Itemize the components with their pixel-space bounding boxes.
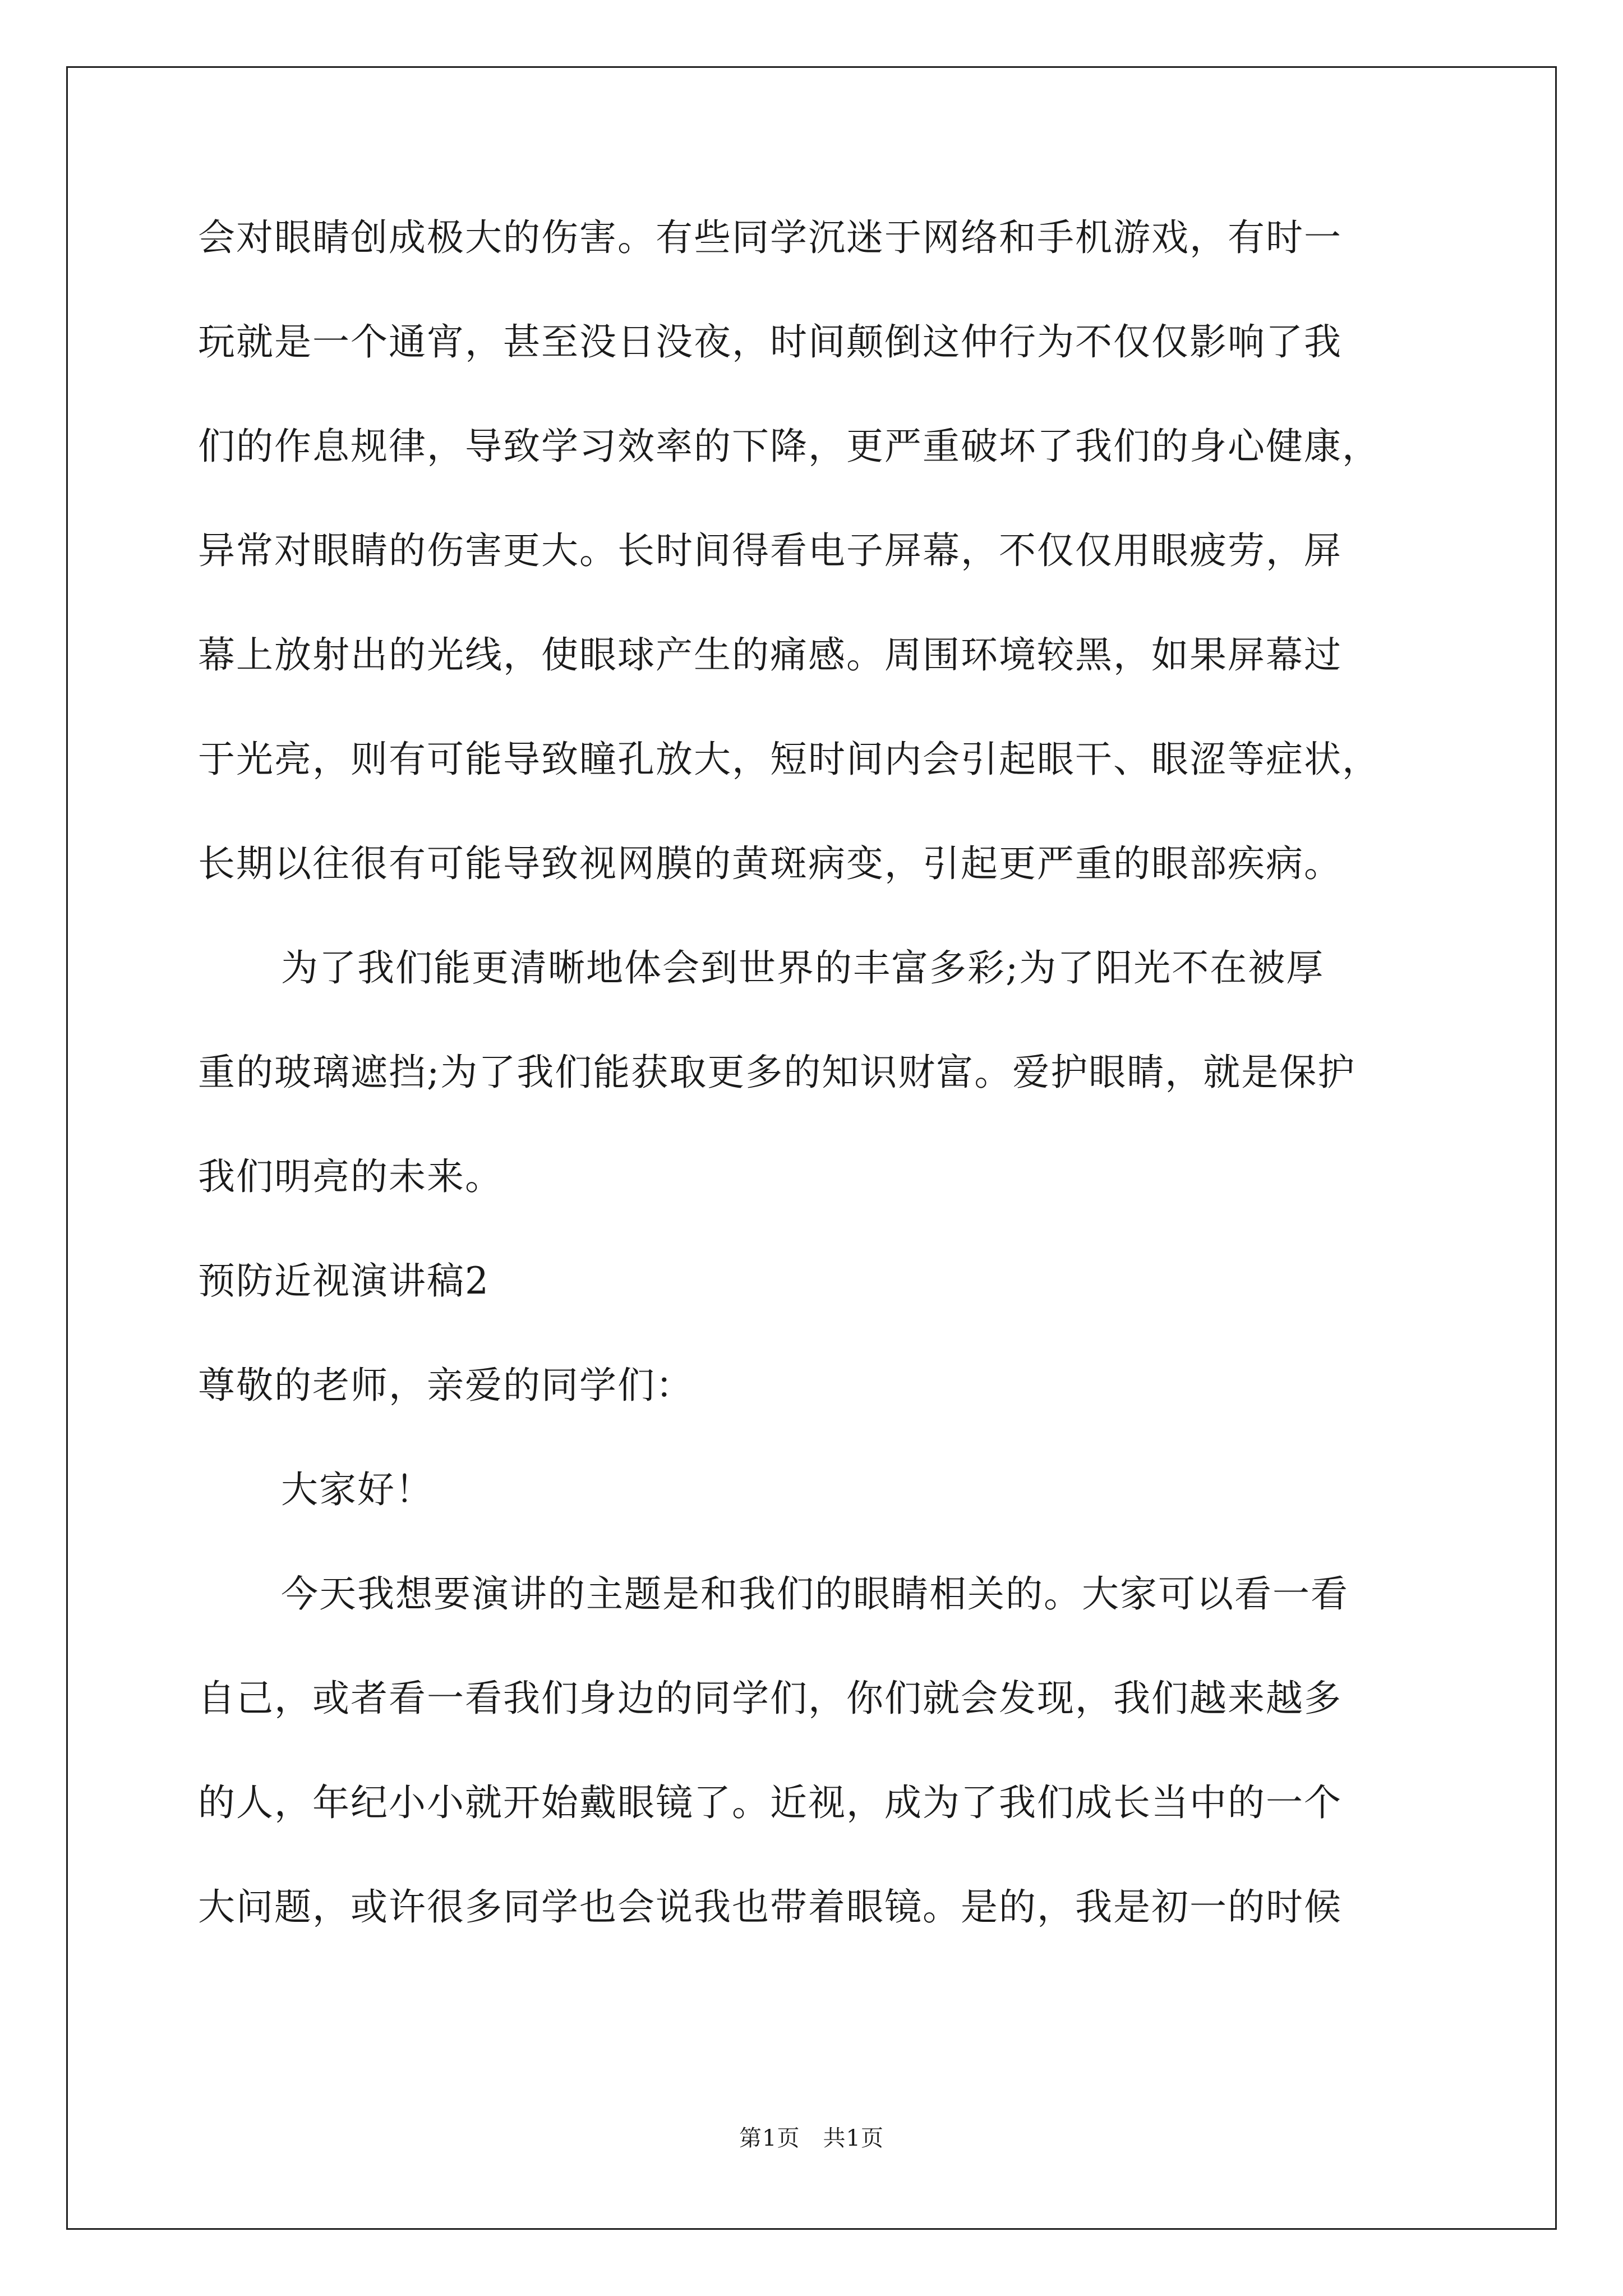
body-line: 幕上放射出的光线，使眼球产生的痛感。周围环境较黑，如果屏幕过 bbox=[198, 633, 1342, 677]
body-line: 于光亮，则有可能导致瞳孔放大，短时间内会引起眼干、眼涩等症状， bbox=[198, 738, 1380, 781]
body-line: 异常对眼睛的伤害更大。长时间得看电子屏幕，不仅仅用眼疲劳，屏 bbox=[198, 529, 1342, 572]
body-line: 长期以往很有可能导致视网膜的黄斑病变，引起更严重的眼部疾病。 bbox=[198, 842, 1342, 885]
page-footer: 第1页 共1页 bbox=[739, 2125, 884, 2151]
section-title: 预防近视演讲稿2 bbox=[198, 1259, 490, 1303]
body-line: 们的作息规律，导致学习效率的下降，更严重破坏了我们的身心健康， bbox=[198, 425, 1380, 468]
body-line: 大问题，或许很多同学也会说我也带着眼镜。是的，我是初一的时候 bbox=[198, 1885, 1342, 1929]
paragraph-start-line: 为了我们能更清晰地体会到世界的丰富多彩;为了阳光不在被厚 bbox=[281, 946, 1325, 990]
body-line: 重的玻璃遮挡;为了我们能获取更多的知识财富。爱护眼睛，就是保护 bbox=[198, 1051, 1356, 1094]
greeting: 大家好！ bbox=[281, 1468, 434, 1511]
paragraph-start-line: 今天我想要演讲的主题是和我们的眼睛相关的。大家可以看一看 bbox=[281, 1572, 1349, 1616]
salutation: 尊敬的老师，亲爱的同学们： bbox=[198, 1364, 694, 1407]
body-line: 自己，或者看一看我们身边的同学们，你们就会发现，我们越来越多 bbox=[198, 1677, 1342, 1720]
body-line: 我们明亮的未来。 bbox=[198, 1155, 503, 1198]
body-line: 玩就是一个通宵，甚至没日没夜，时间颠倒这仲行为不仅仅影响了我 bbox=[198, 320, 1342, 364]
body-line: 的人，年纪小小就开始戴眼镜了。近视，成为了我们成长当中的一个 bbox=[198, 1781, 1342, 1824]
document-body bbox=[198, 212, 1437, 1986]
body-line: 会对眼睛创成极大的伤害。有些同学沉迷于网络和手机游戏，有时一 bbox=[198, 216, 1342, 259]
